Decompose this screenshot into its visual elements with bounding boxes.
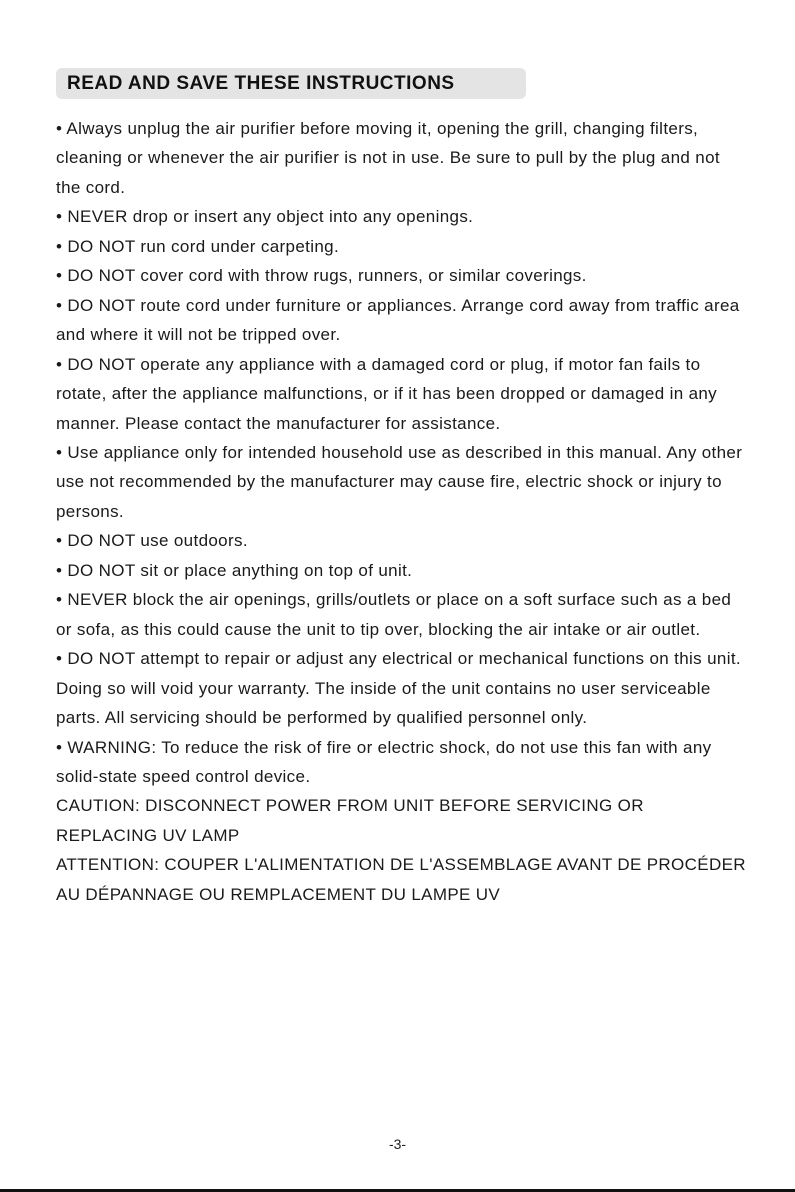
section-heading: READ AND SAVE THESE INSTRUCTIONS <box>67 72 455 94</box>
attention-notice-french: ATTENTION: COUPER L'ALIMENTATION DE L'ASSEMBLAGE AVANT DE PROCÉDER AU DÉPANNAGE OU REMPLACEMENT DU LAMPE UV <box>56 855 746 904</box>
instruction-no-block: • NEVER block the air openings, grills/outlets or place on a soft surface such as a bed or sofa, as this could cause the unit to tip over, blocking the air intake or air outlet. <box>56 590 732 639</box>
instruction-no-objects: • NEVER drop or insert any object into any openings. <box>56 207 474 227</box>
instruction-warning: • WARNING: To reduce the risk of fire or electric shock, do not use this fan with any solid-state speed control device. <box>56 737 712 786</box>
instruction-intended-use: • Use appliance only for intended household use as described in this manual. Any other use not recommended by the manufacturer may cause fire, electric shock or injury to persons. <box>56 442 743 521</box>
section-heading-bar <box>56 68 526 99</box>
instruction-no-outdoors: • DO NOT use outdoors. <box>56 531 248 551</box>
instruction-unplug: • Always unplug the air purifier before moving it, opening the grill, changing filters, cleaning or whenever the air purifier is not in use. Be sure to pull by the plug and not the cord. <box>56 119 720 197</box>
caution-notice: CAUTION: DISCONNECT POWER FROM UNIT BEFORE SERVICING OR REPLACING UV LAMP <box>56 796 644 845</box>
instruction-no-carpet: • DO NOT run cord under carpeting. <box>56 236 340 256</box>
instruction-damaged-cord: • DO NOT operate any appliance with a damaged cord or plug, if motor fan fails to rotate, after the appliance malfunctions, or if it has been dropped or damaged in any manner. Please contact the manufacturer for assistance. <box>56 354 718 433</box>
instruction-route-cord: • DO NOT route cord under furniture or appliances. Arrange cord away from traffic area and where it will not be tripped over. <box>56 295 740 345</box>
instruction-no-repair: • DO NOT attempt to repair or adjust any electrical or mechanical functions on this unit. Doing so will void your warranty. The inside of the unit contains no user serviceable parts. All servicing should be performed by qualified personnel only. <box>56 649 741 728</box>
page-number: -3- <box>388 1136 407 1152</box>
instruction-no-sit: • DO NOT sit or place anything on top of unit. <box>56 560 413 580</box>
instructions-body <box>56 114 746 909</box>
instruction-no-cover-cord: • DO NOT cover cord with throw rugs, runners, or similar coverings. <box>56 266 587 286</box>
